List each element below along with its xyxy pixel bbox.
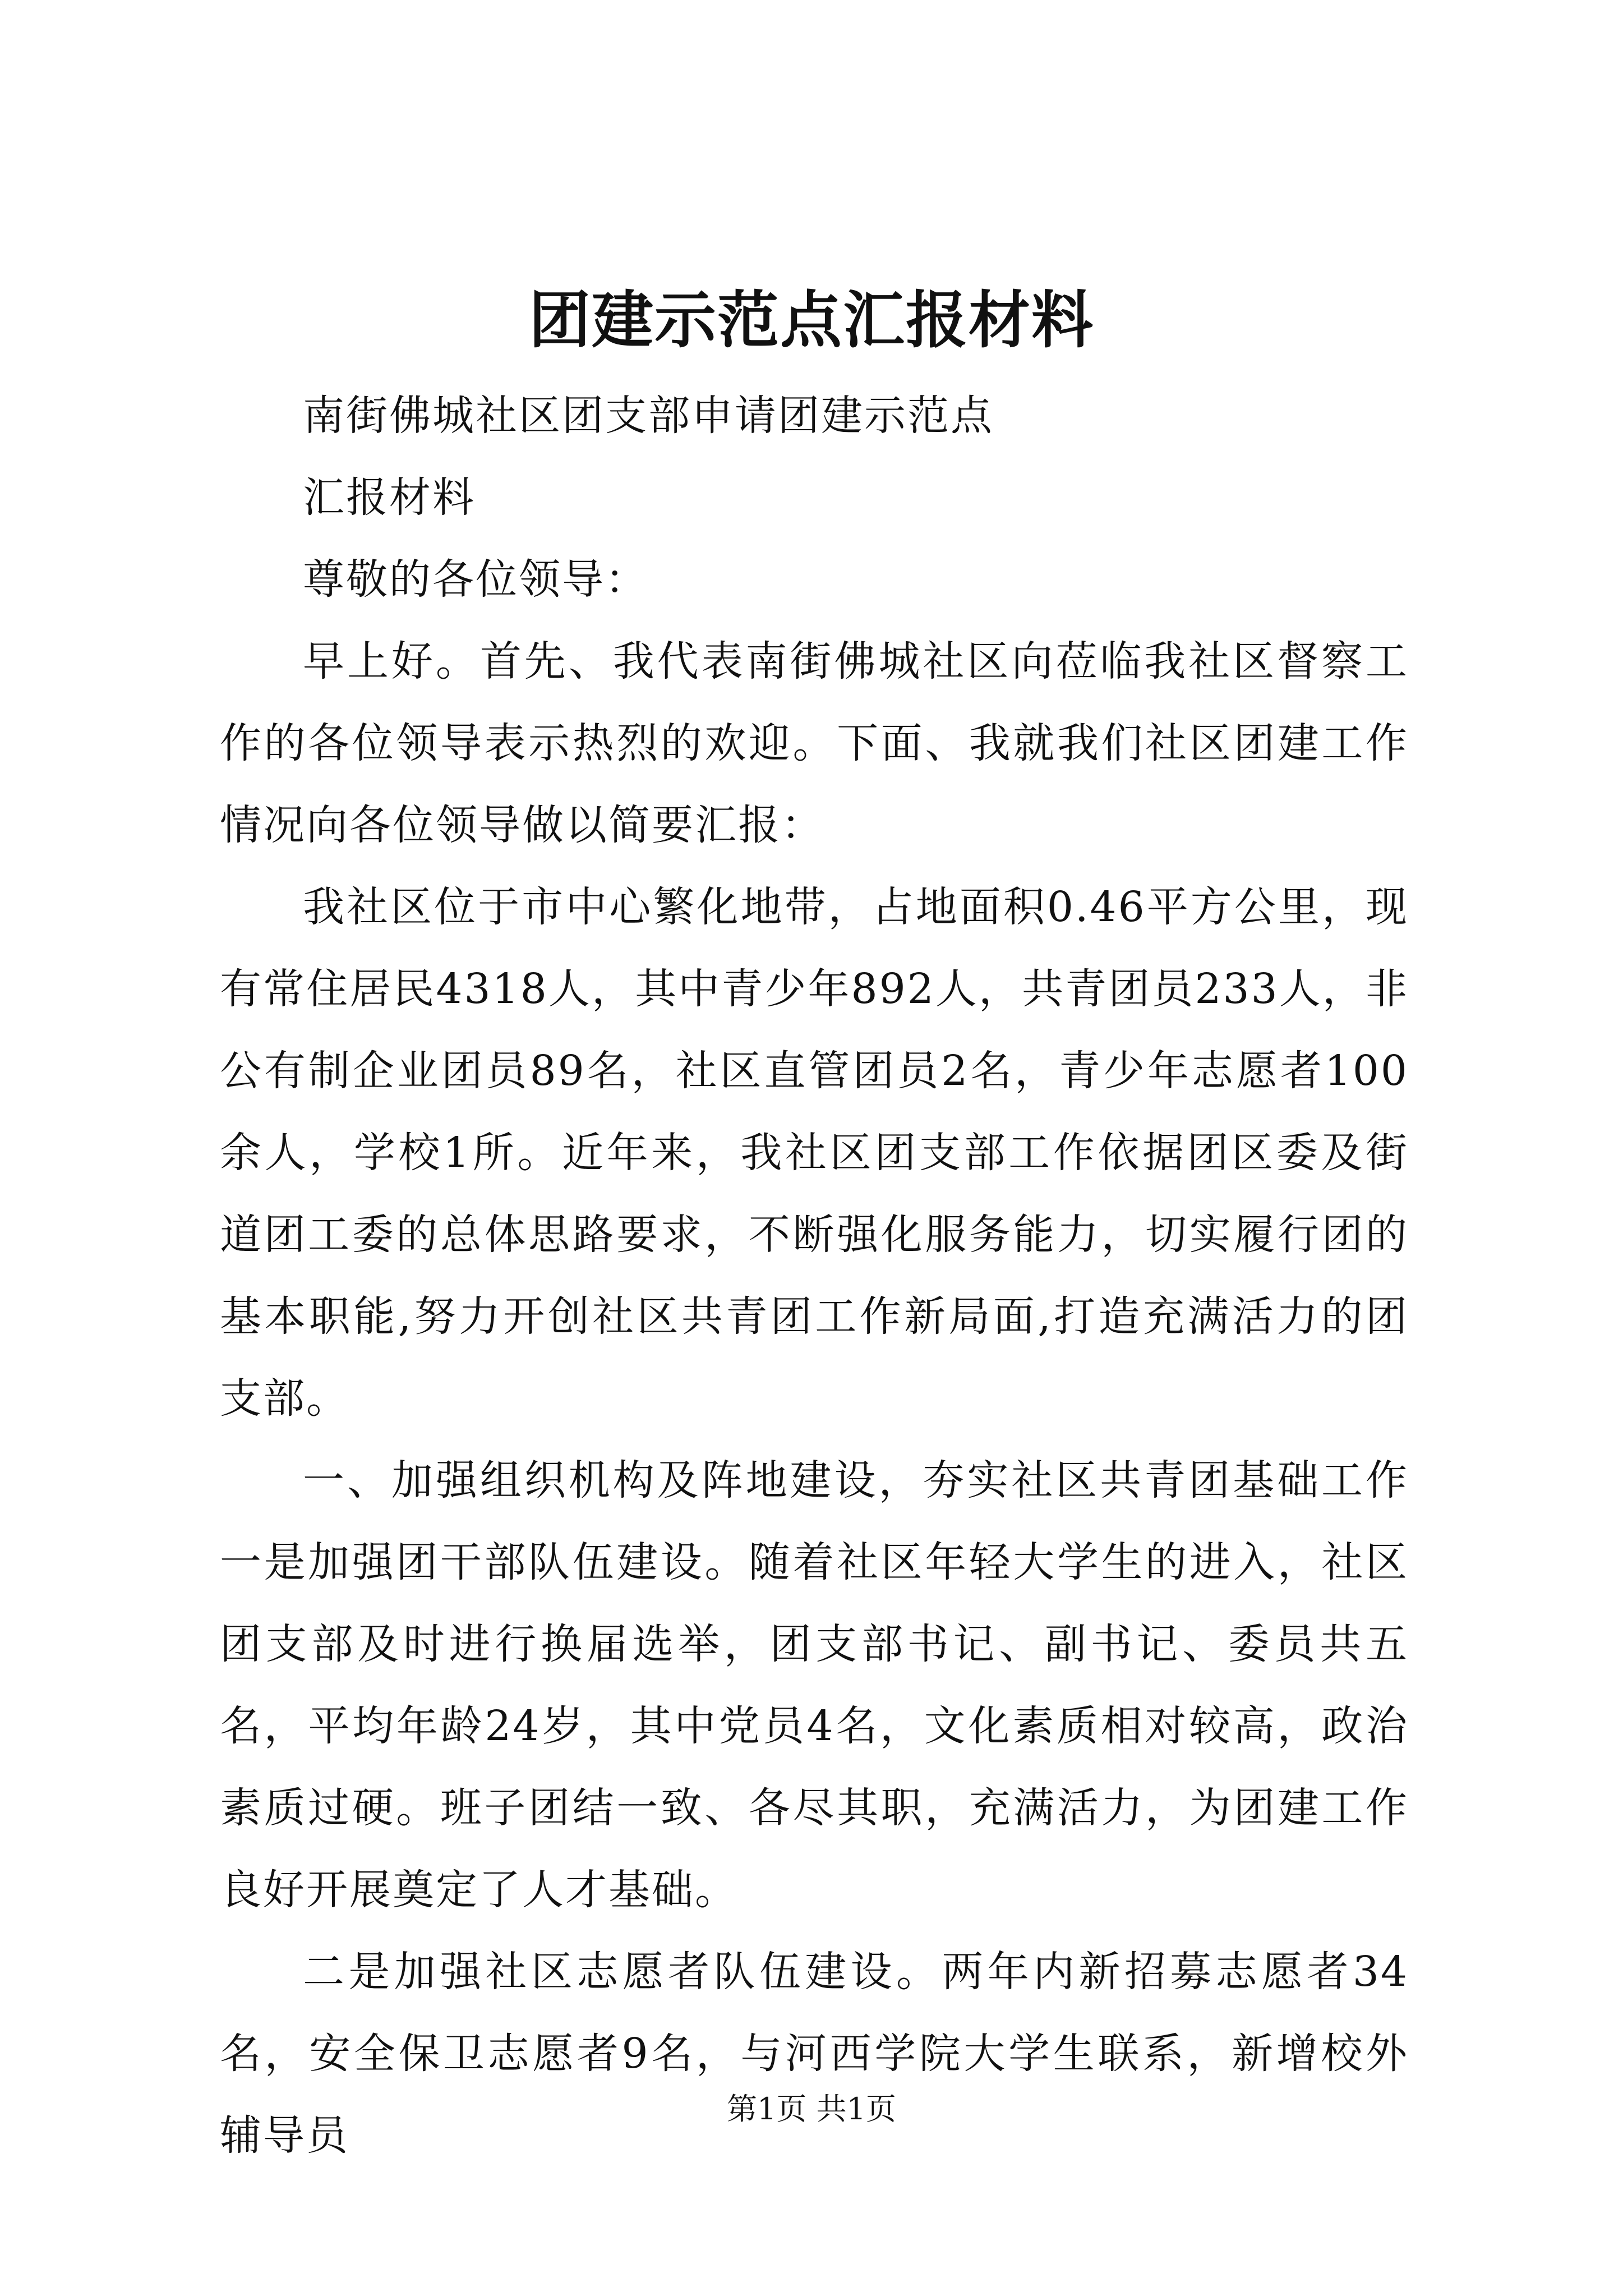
paragraph-volunteer-team: 二是加强社区志愿者队伍建设。两年内新招募志愿者34名，安全保卫志愿者9名，与河西学院大学生联系，新增校外辅导员 — [220, 1948, 1409, 2160]
document-body — [220, 375, 1409, 2177]
paragraph-subtitle: 汇报材料 — [303, 473, 476, 522]
paragraph-applicant: 南街佛城社区团支部申请团建示范点 — [303, 392, 994, 440]
paragraph-salutation: 尊敬的各位领导： — [303, 555, 648, 604]
paragraph-community-overview: 我社区位于市中心繁化地带，占地面积0.46平方公里，现有常住居民4318人，其中青少年892人，共青团员233人，非公有制企业团员89名，社区直管团员2名，青少年志愿者100余人，学校1所。近年来，我社区团支部工作依据团区委及街道团工委的总体思路要求，不断强化服务能力，切实履行团的基本职能,努力开创社区共青团工作新局面,打造充满活力的团支部。 — [220, 883, 1409, 1423]
document-title: 团建示范点汇报材料 — [529, 284, 1094, 356]
paragraph-organization-building: 一、加强组织机构及阵地建设，夯实社区共青团基础工作一是加强团干部队伍建设。随着社区年轻大学生的进入，社区团支部及时进行换届选举，团支部书记、副书记、委员共五名，平均年龄24岁，其中党员4名，文化素质相对较高，政治素质过硬。班子团结一致、各尽其职，充满活力，为团建工作良好开展奠定了人才基础。 — [220, 1456, 1409, 1914]
paragraph-greeting: 早上好。首先、我代表南街佛城社区向莅临我社区督察工作的各位领导表示热烈的欢迎。下面、我就我们社区团建工作情况向各位领导做以简要汇报： — [220, 637, 1409, 849]
page-footer: 第1页 共1页 — [727, 2091, 896, 2127]
